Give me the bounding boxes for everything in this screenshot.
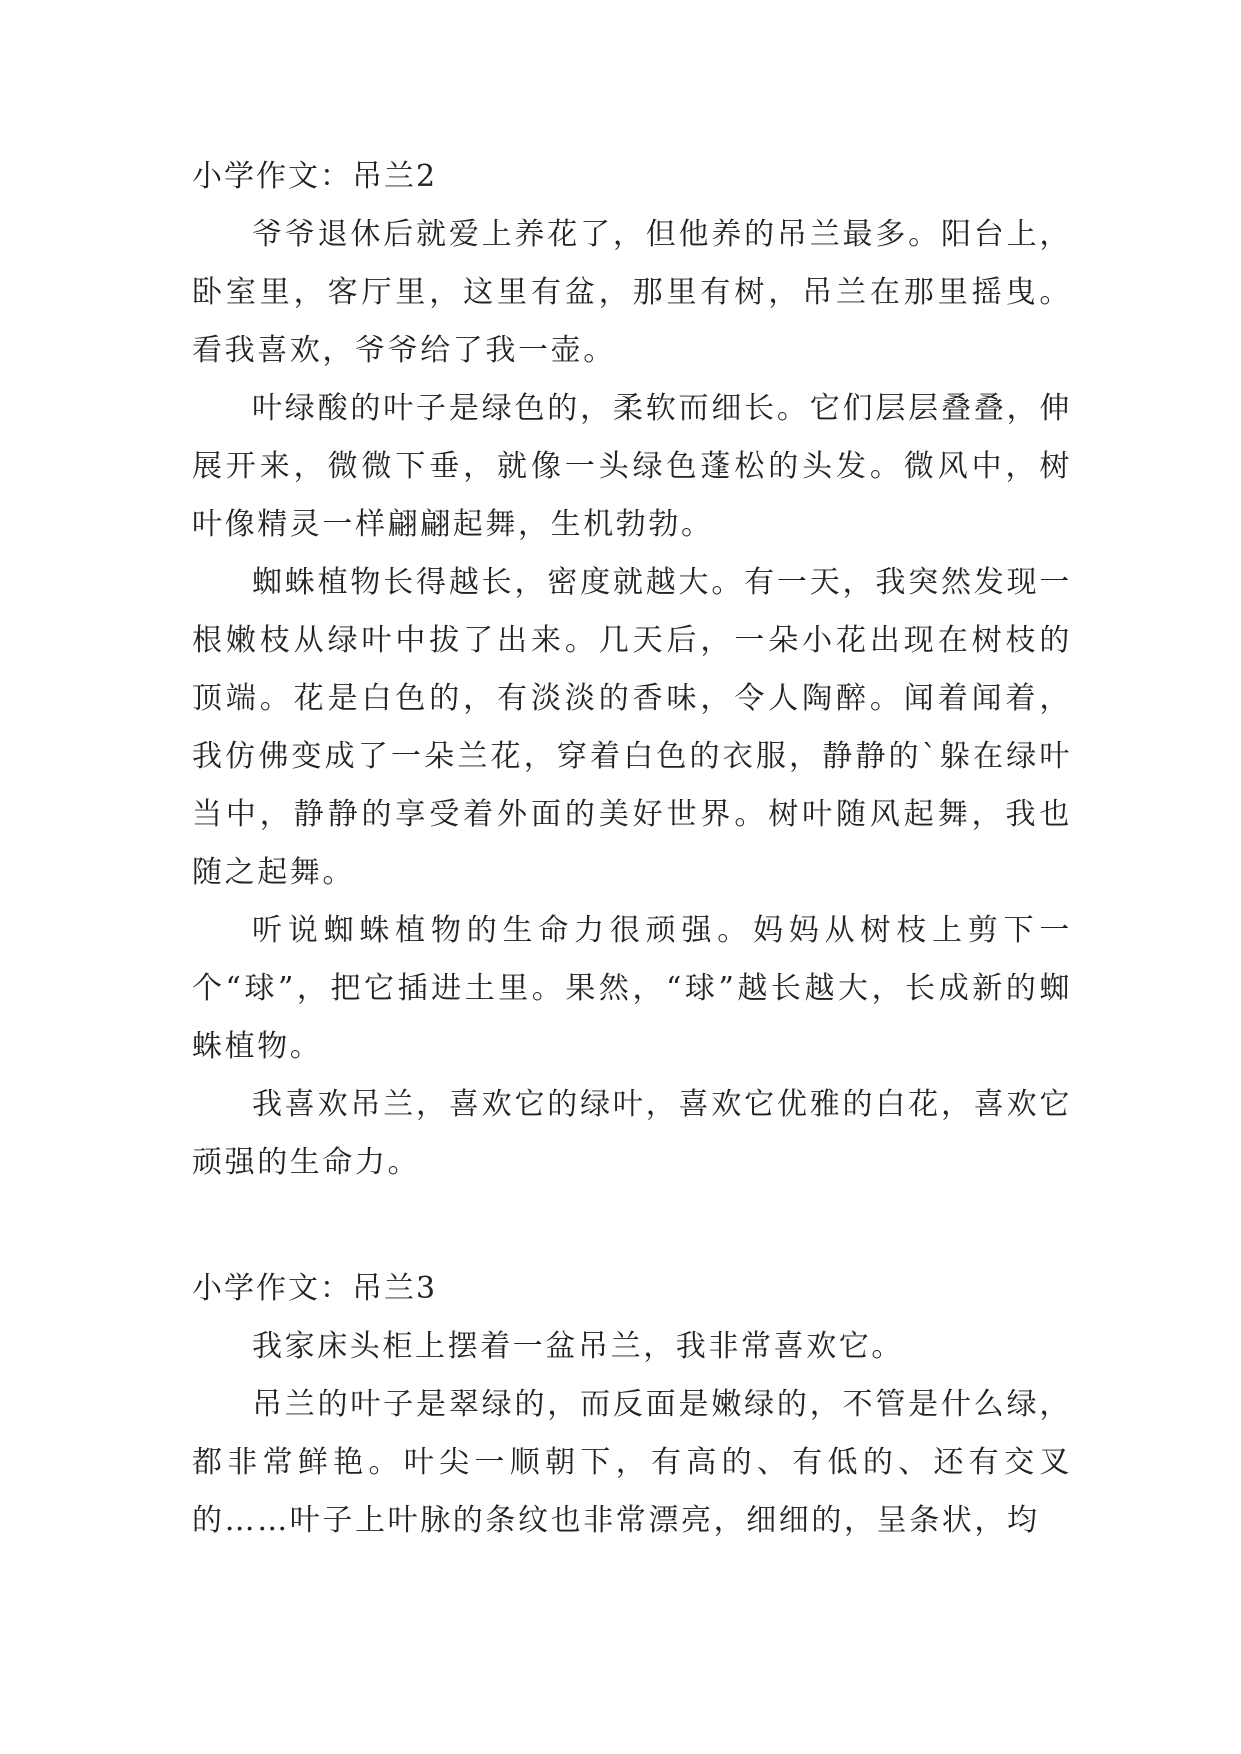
essay-paragraph: 我家床头柜上摆着一盆吊兰，我非常喜欢它。 — [252, 1329, 904, 1364]
essay-paragraph: 叶绿酸的叶子是绿色的，柔软而细长。它们层层叠叠，伸展开来，微微下垂，就像一头绿色蓬松的头发。微风中，树叶像精灵一样翩翩起舞，生机勃勃。 — [192, 391, 1072, 542]
essay-title: 小学作文：吊兰3 — [192, 1271, 438, 1306]
essay-paragraph: 听说蜘蛛植物的生命力很顽强。妈妈从树枝上剪下一个“球”，把它插进土里。果然，“球”越长越大，长成新的蜘蛛植物。 — [192, 913, 1072, 1064]
essay-section-2 — [192, 148, 1072, 1192]
essay-paragraph: 爷爷退休后就爱上养花了，但他养的吊兰最多。阳台上，卧室里，客厅里，这里有盆，那里有树，吊兰在那里摇曳。看我喜欢，爷爷给了我一壶。 — [192, 217, 1072, 368]
essay-title: 小学作文：吊兰2 — [192, 159, 438, 194]
essay-paragraph: 我喜欢吊兰，喜欢它的绿叶，喜欢它优雅的白花，喜欢它顽强的生命力。 — [192, 1087, 1072, 1180]
essay-paragraph: 吊兰的叶子是翠绿的，而反面是嫩绿的，不管是什么绿，都非常鲜艳。叶尖一顺朝下，有高的、有低的、还有交叉的……叶子上叶脉的条纹也非常漂亮，细细的，呈条状，均 — [192, 1387, 1072, 1538]
essay-section-3 — [192, 1260, 1072, 1550]
essay-paragraph: 蜘蛛植物长得越长，密度就越大。有一天，我突然发现一根嫩枝从绿叶中拔了出来。几天后，一朵小花出现在树枝的顶端。花是白色的，有淡淡的香味，令人陶醉。闻着闻着，我仿佛变成了一朵兰花，穿着白色的衣服，静静的`躲在绿叶当中，静静的享受着外面的美好世界。树叶随风起舞，我也随之起舞。 — [192, 565, 1072, 890]
